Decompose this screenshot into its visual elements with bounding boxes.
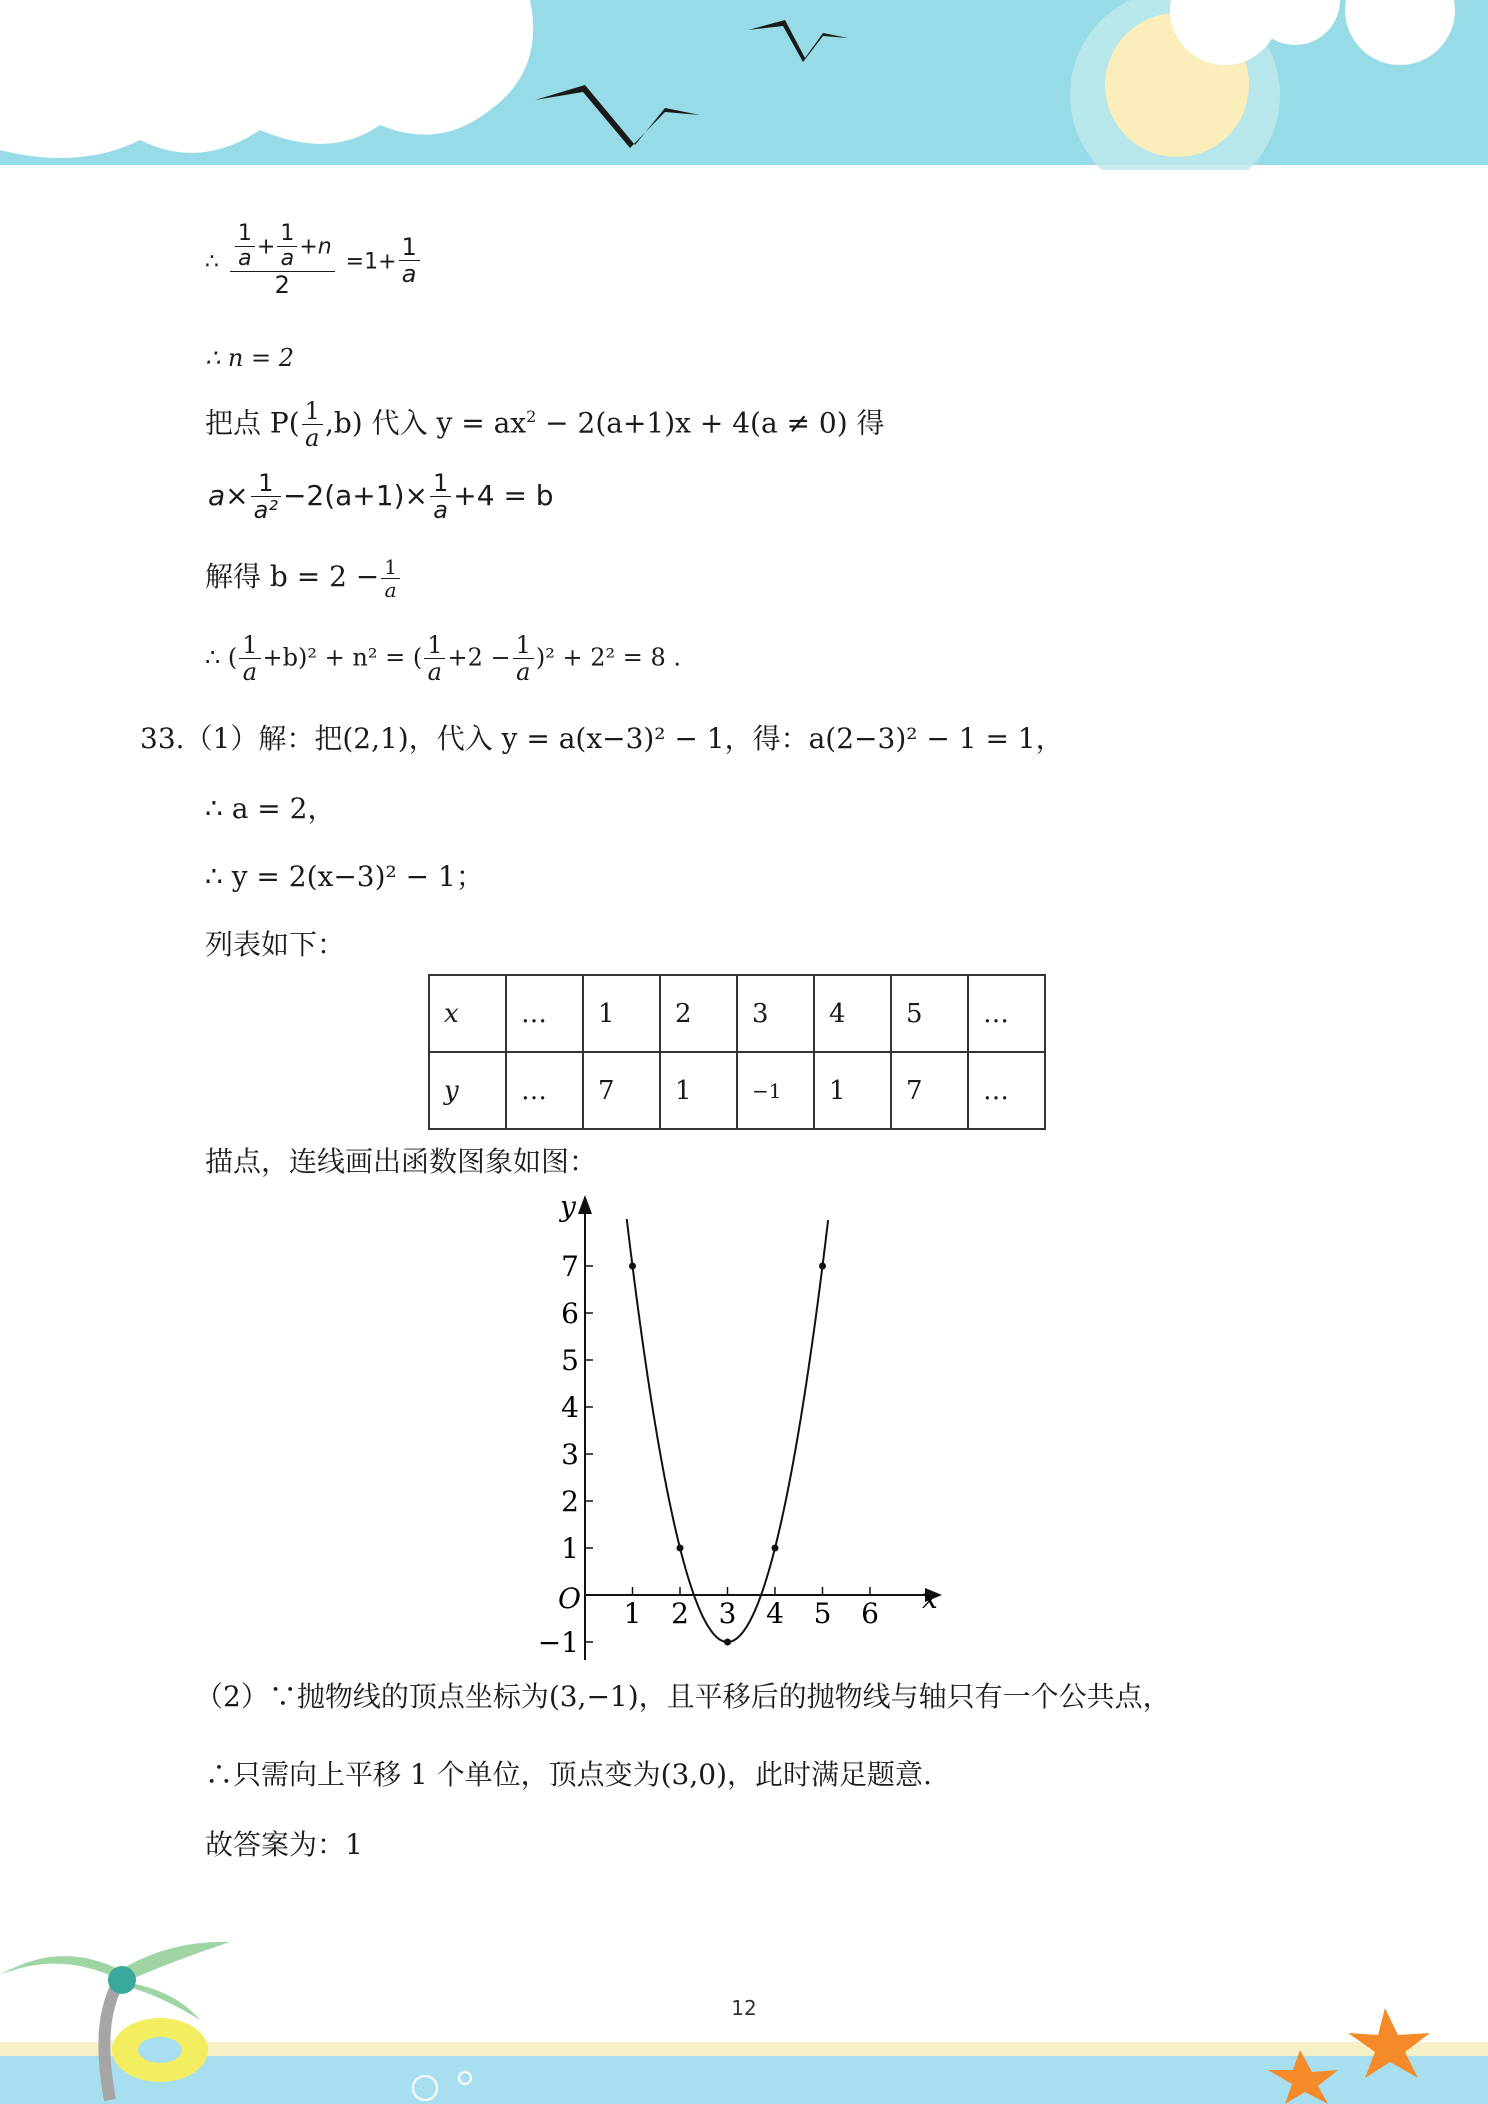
- y-tick-label: 7: [561, 1250, 579, 1283]
- data-point: [677, 1545, 684, 1552]
- y-tick-label: 4: [561, 1391, 579, 1424]
- sand-strip: [0, 2042, 1488, 2056]
- y-tick-label: 3: [561, 1438, 579, 1471]
- table-row-x: [429, 975, 1045, 1052]
- table-cell: 2: [660, 975, 737, 1052]
- x-tick-label: 1: [623, 1597, 642, 1630]
- y-tick-label: 5: [561, 1344, 579, 1377]
- y-axis-label: y: [560, 1190, 576, 1223]
- x-tick-label: 6: [861, 1597, 879, 1630]
- header-decoration: [0, 0, 1488, 170]
- parabola-curve: [627, 1219, 828, 1642]
- q33-part2-line-3: 故答案为：1: [205, 1828, 363, 1861]
- math-line-5: 解得 b = 2 − $\frac{1}{a}$: [205, 556, 402, 601]
- x-tick-label: 3: [718, 1597, 737, 1630]
- x-axis-label: x: [922, 1582, 938, 1615]
- table-cell: 1: [583, 975, 660, 1052]
- table-cell: 4: [814, 975, 891, 1052]
- y-tick-label: 1: [561, 1532, 579, 1565]
- q33-line-3: ∴ y = 2(x−3)² − 1；: [205, 860, 484, 893]
- table-cell: 1: [660, 1052, 737, 1129]
- y-tick-label: −1: [537, 1626, 579, 1659]
- table-cell: …: [968, 975, 1045, 1052]
- value-table: [428, 974, 1046, 1130]
- math-line-2: ∴ n = 2: [205, 344, 294, 372]
- table-cell: −1: [737, 1052, 814, 1129]
- data-point: [724, 1639, 731, 1646]
- table-cell: …: [968, 1052, 1045, 1129]
- table-cell: …: [506, 1052, 583, 1129]
- table-cell: 3: [737, 975, 814, 1052]
- y-tick-label: 2: [561, 1485, 579, 1518]
- q33-line-4: 列表如下：: [205, 928, 346, 961]
- table-cell: 7: [891, 1052, 968, 1129]
- parabola-graph: [530, 1190, 960, 1670]
- coconut-icon: [108, 1966, 136, 1994]
- math-line-6: ∴ ( $\frac{1}{a}$ +b)² + n² = ( $\frac{1}{a}$ +2 − $\frac{1}{a}$ )² + 2² = 8 .: [205, 631, 682, 687]
- data-point: [819, 1263, 826, 1270]
- table-cell: 1: [814, 1052, 891, 1129]
- q33-line-2: ∴ a = 2，: [205, 792, 336, 825]
- data-point: [629, 1263, 636, 1270]
- math-line-1: ∴ $\frac{1}{a}$ + $\frac{1}{a}$ +n 2 =1+ $\frac{1}{a}$: [205, 222, 422, 299]
- y-tick-label: 6: [561, 1297, 579, 1330]
- x-tick-label: 2: [671, 1597, 689, 1630]
- table-cell: 7: [583, 1052, 660, 1129]
- y-axis-arrow-icon: [578, 1195, 592, 1214]
- table-cell: y: [429, 1052, 506, 1129]
- q33-line-1: 33.（1）解：把(2,1)，代入 y = a(x−3)² − 1，得：a(2−3)² − 1 = 1，: [140, 722, 1064, 755]
- q33-part2-line-2: ∴只需向上平移 1 个单位，顶点变为(3,0)，此时满足题意.: [205, 1758, 932, 1791]
- q33-part2-line-1: （2）∵抛物线的顶点坐标为(3,−1)，且平移后的抛物线与轴只有一个公共点，: [195, 1680, 1171, 1713]
- table-cell: x: [429, 975, 506, 1052]
- page-number: 12: [731, 1996, 757, 2020]
- math-line-4: a× $\frac{1}{\text{a²}}$ −2(a+1)× $\frac{1}{a}$ +4 = b: [208, 469, 554, 525]
- data-point: [772, 1545, 779, 1552]
- math-line-3: 把点 P( $\frac{1}{a}$ ,b) 代入 $y = ax^2 - 2(a+1)x + 4(a \ne 0)$ 得: [205, 397, 885, 453]
- x-tick-label: 4: [766, 1597, 784, 1630]
- table-cell: 5: [891, 975, 968, 1052]
- q33-line-5: 描点，连线画出函数图象如图：: [205, 1145, 598, 1178]
- origin-label: O: [558, 1582, 581, 1615]
- table-row-y: [429, 1052, 1045, 1129]
- sea-band: [0, 2056, 1488, 2104]
- x-tick-label: 5: [813, 1597, 832, 1630]
- table-cell: …: [506, 975, 583, 1052]
